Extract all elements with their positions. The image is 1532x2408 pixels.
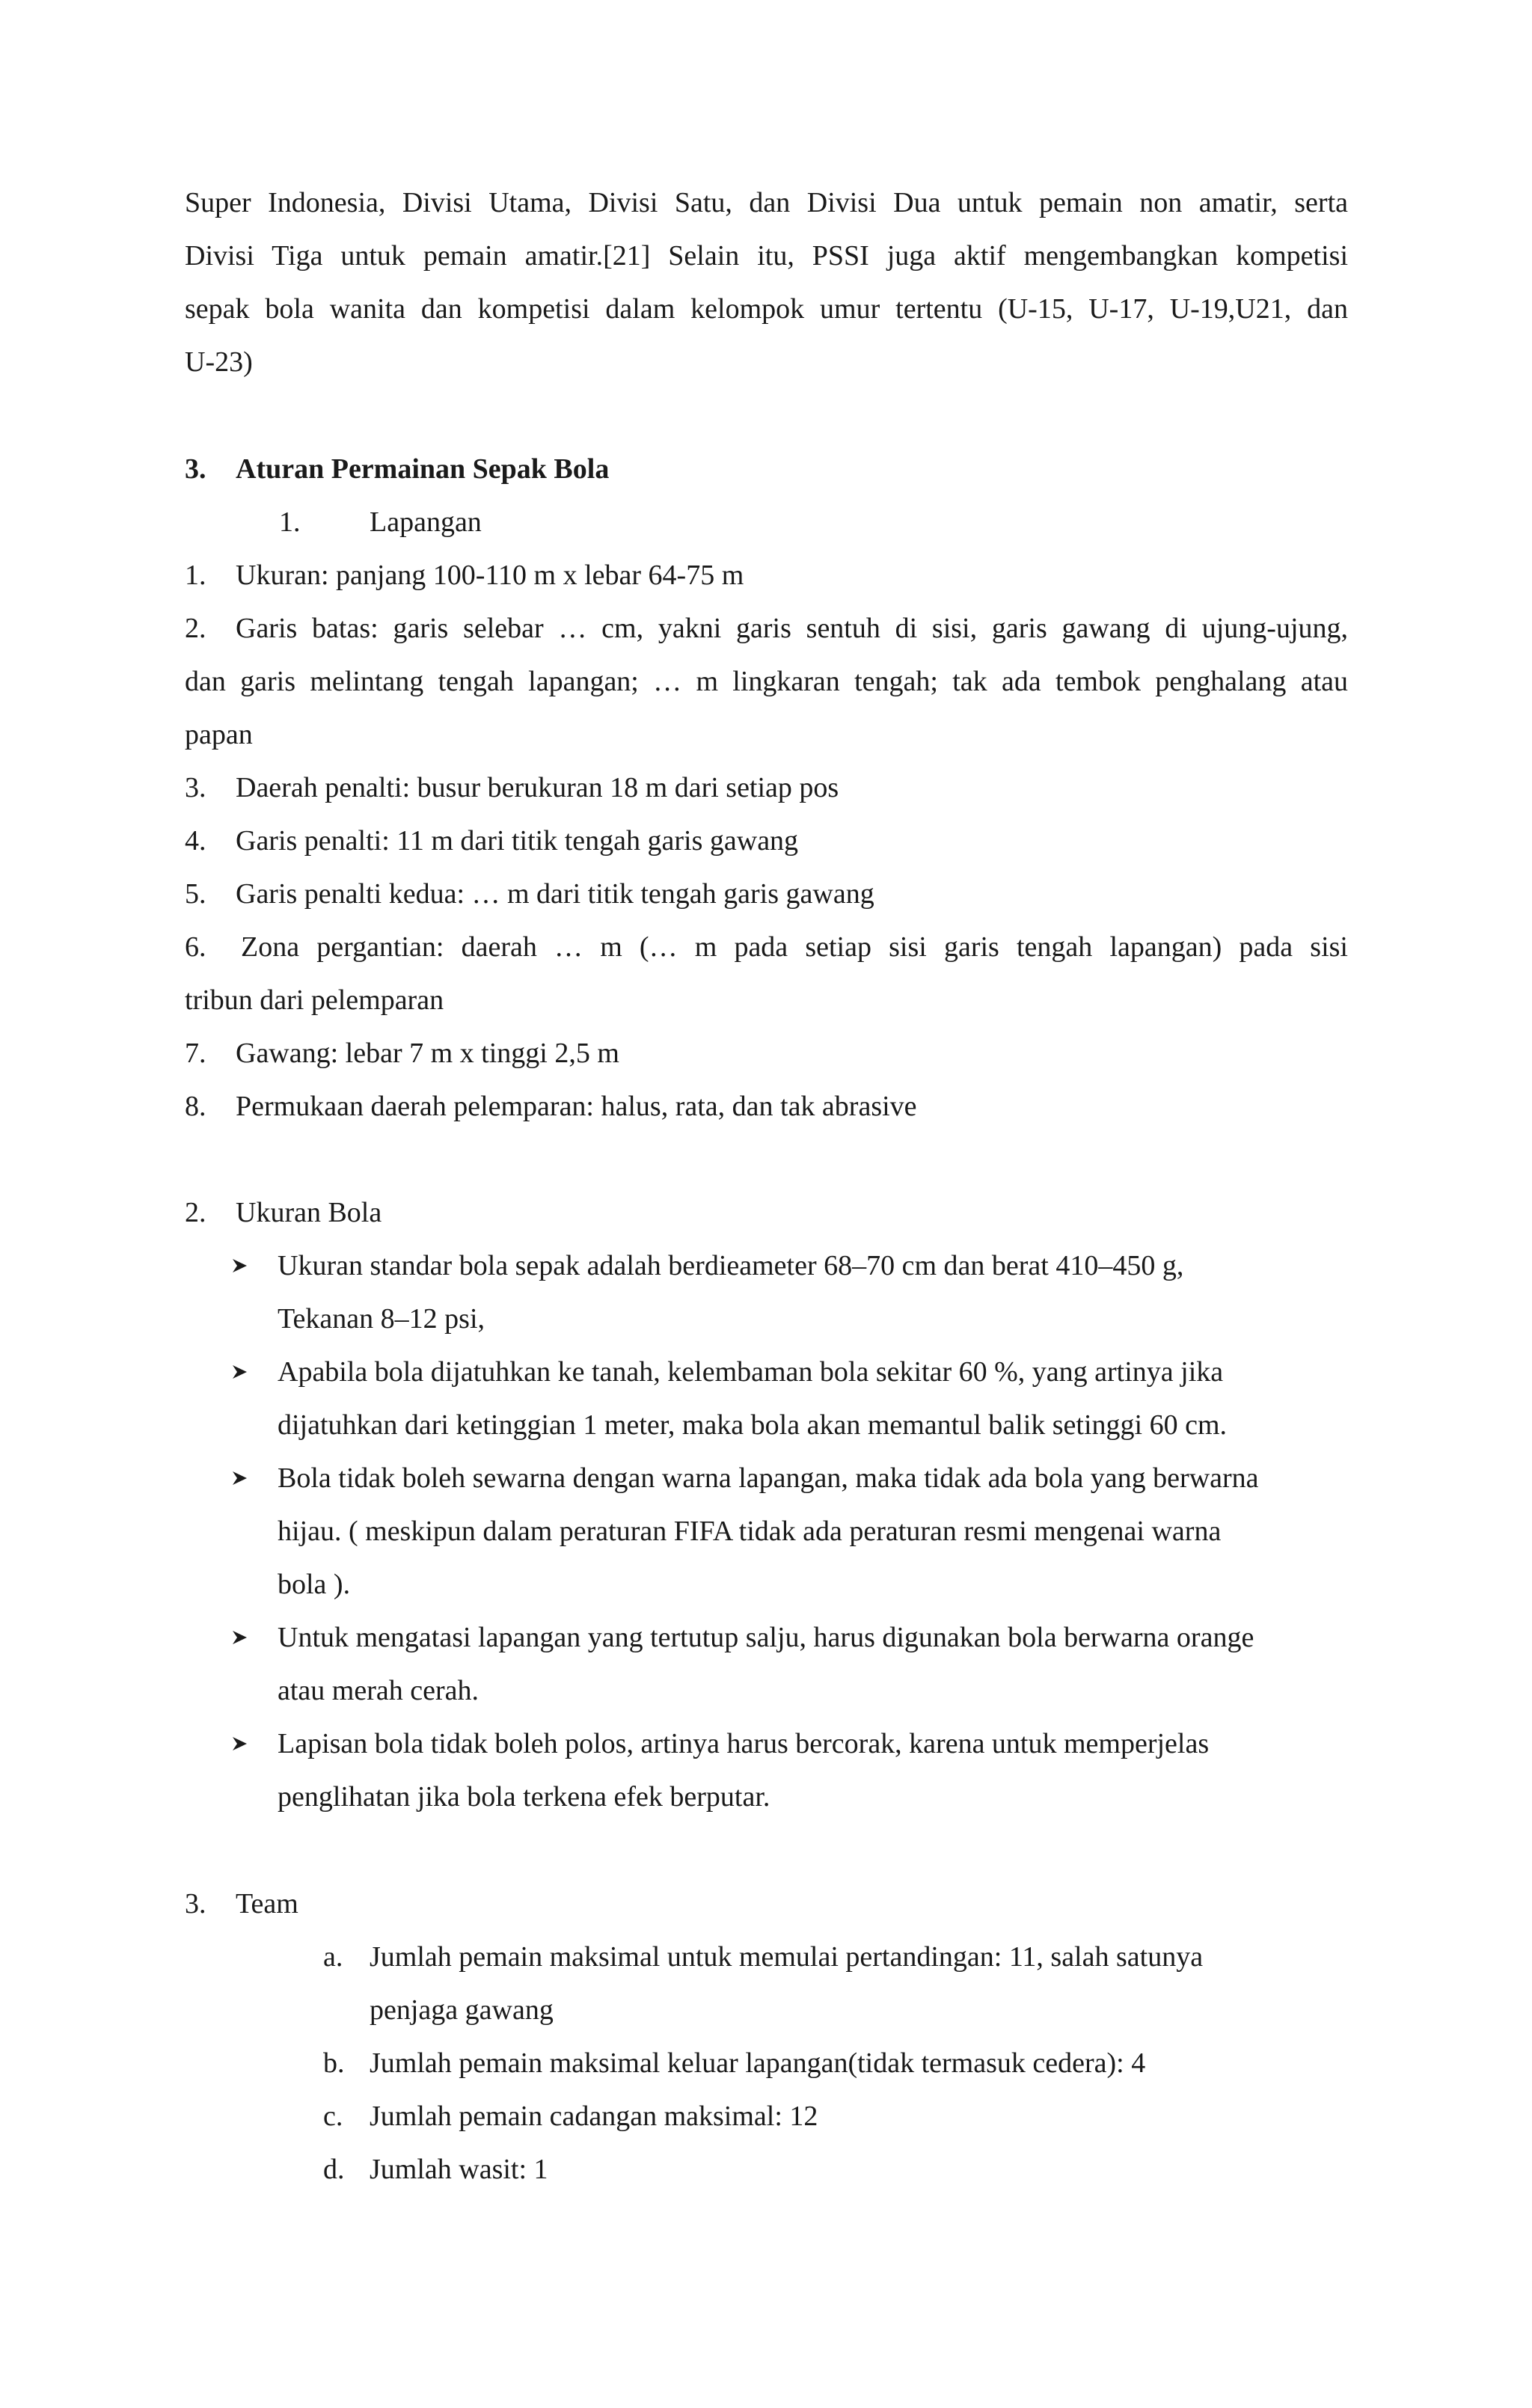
- lapangan-item-7-text: Gawang: lebar 7 m x tinggi 2,5 m: [236, 1038, 619, 1069]
- arrow-bullet-icon: [230, 1249, 250, 1283]
- ball-bullet-3-line-2: hijau. ( meskipun dalam peraturan FIFA tidak ada peraturan resmi mengenai warna: [278, 1516, 1222, 1547]
- arrow-bullet-icon: [230, 1727, 250, 1761]
- team-number: 3.: [185, 1888, 206, 1920]
- lapangan-item-1-number: 1.: [185, 560, 206, 591]
- team-item-c-text: Jumlah pemain cadangan maksimal: 12: [370, 2101, 818, 2132]
- lapangan-item-2-number: 2.: [185, 613, 206, 644]
- lapangan-item-8-number: 8.: [185, 1091, 206, 1122]
- lapangan-item-6-number: 6.: [185, 931, 206, 963]
- arrow-bullet-icon: [230, 1355, 250, 1389]
- lapangan-item-2-line-2: dan garis melintang tengah lapangan; … m lingkaran tengah; tak ada tembok penghalang atau: [185, 666, 1348, 697]
- team-item-d-letter: d.: [323, 2154, 345, 2185]
- lapangan-item-3-text: Daerah penalti: busur berukuran 18 m dari setiap pos: [236, 772, 839, 803]
- lapangan-number: 1.: [279, 506, 301, 538]
- lapangan-item-1-text: Ukuran: panjang 100-110 m x lebar 64-75 m: [236, 560, 744, 591]
- lapangan-item-5-number: 5.: [185, 878, 206, 910]
- ball-bullet-1-line-2: Tekanan 8–12 psi,: [278, 1303, 485, 1335]
- intro-line-1: Super Indonesia, Divisi Utama, Divisi Satu, dan Divisi Dua untuk pemain non amatir, serta: [185, 187, 1348, 218]
- team-item-d-text: Jumlah wasit: 1: [370, 2154, 548, 2185]
- ukuran-bola-title: Ukuran Bola: [236, 1197, 382, 1228]
- ball-bullet-4-line-2: atau merah cerah.: [278, 1675, 479, 1706]
- lapangan-item-6-line-1: Zona pergantian: daerah … m (… m pada setiap sisi garis tengah lapangan) pada sisi: [241, 931, 1348, 963]
- intro-line-3: sepak bola wanita dan kompetisi dalam kelompok umur tertentu (U-15, U-17, U-19,U21, dan: [185, 293, 1348, 325]
- team-item-b-letter: b.: [323, 2047, 345, 2079]
- lapangan-title: Lapangan: [370, 506, 482, 538]
- lapangan-item-4-text: Garis penalti: 11 m dari titik tengah garis gawang: [236, 825, 799, 857]
- section-title: Aturan Permainan Sepak Bola: [236, 453, 610, 485]
- team-item-a-line-1: Jumlah pemain maksimal untuk memulai pertandingan: 11, salah satunya: [370, 1941, 1204, 1973]
- intro-line-2: Divisi Tiga untuk pemain amatir.[21] Selain itu, PSSI juga aktif mengembangkan kompetisi: [185, 240, 1348, 272]
- lapangan-item-2-line-1: Garis batas: garis selebar … cm, yakni garis sentuh di sisi, garis gawang di ujung-ujung,: [236, 613, 1348, 644]
- ukuran-bola-number: 2.: [185, 1197, 206, 1228]
- team-title: Team: [236, 1888, 298, 1920]
- lapangan-item-6-line-2: tribun dari pelemparan: [185, 984, 444, 1016]
- ball-bullet-3-line-1: Bola tidak boleh sewarna dengan warna lapangan, maka tidak ada bola yang berwarna: [278, 1462, 1259, 1494]
- lapangan-item-2-line-3: papan: [185, 719, 253, 750]
- ball-bullet-4-line-1: Untuk mengatasi lapangan yang tertutup salju, harus digunakan bola berwarna orange: [278, 1622, 1254, 1653]
- team-item-a-line-2: penjaga gawang: [370, 1994, 554, 2026]
- section-number: 3.: [185, 453, 206, 485]
- lapangan-item-3-number: 3.: [185, 772, 206, 803]
- lapangan-item-7-number: 7.: [185, 1038, 206, 1069]
- lapangan-item-5-text: Garis penalti kedua: … m dari titik tengah garis gawang: [236, 878, 874, 910]
- ball-bullet-3-line-3: bola ).: [278, 1569, 351, 1600]
- ball-bullet-1-line-1: Ukuran standar bola sepak adalah berdieameter 68–70 cm dan berat 410–450 g,: [278, 1250, 1184, 1281]
- lapangan-item-4-number: 4.: [185, 825, 206, 857]
- arrow-bullet-icon: [230, 1461, 250, 1495]
- ball-bullet-2-line-2: dijatuhkan dari ketinggian 1 meter, maka bola akan memantul balik setinggi 60 cm.: [278, 1409, 1228, 1441]
- ball-bullet-5-line-2: penglihatan jika bola terkena efek berputar.: [278, 1781, 770, 1813]
- intro-line-4: U-23): [185, 346, 253, 378]
- ball-bullet-5-line-1: Lapisan bola tidak boleh polos, artinya harus bercorak, karena untuk memperjelas: [278, 1728, 1210, 1759]
- team-item-b-text: Jumlah pemain maksimal keluar lapangan(tidak termasuk cedera): 4: [370, 2047, 1146, 2079]
- arrow-bullet-icon: [230, 1620, 250, 1655]
- team-item-c-letter: c.: [323, 2101, 343, 2132]
- lapangan-item-8-text: Permukaan daerah pelemparan: halus, rata, dan tak abrasive: [236, 1091, 917, 1122]
- ball-bullet-2-line-1: Apabila bola dijatuhkan ke tanah, kelembaman bola sekitar 60 %, yang artinya jika: [278, 1356, 1224, 1388]
- team-item-a-letter: a.: [323, 1941, 343, 1973]
